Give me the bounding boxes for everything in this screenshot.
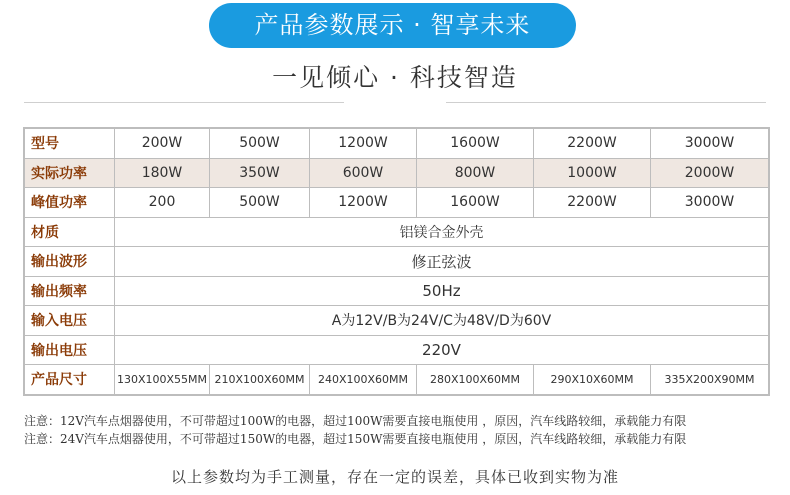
row-label: 材质 [25, 217, 115, 247]
table-cell: 200W [115, 129, 210, 159]
row-model [25, 129, 769, 159]
table-cell: 220V [115, 335, 769, 365]
row-waveform [25, 247, 769, 277]
row-frequency [25, 276, 769, 306]
table-cell: 修正弦波 [115, 247, 769, 277]
subtitle: 一见倾心 · 科技智造 [272, 63, 518, 92]
table-cell: 335X200X90MM [651, 365, 769, 395]
divider-left [24, 102, 344, 103]
table-cell: 500W [210, 188, 310, 218]
row-label: 峰值功率 [25, 188, 115, 218]
row-label: 输出电压 [25, 335, 115, 365]
table-cell: A为12V/B为24V/C为48V/D为60V [115, 306, 769, 336]
table-cell: 50Hz [115, 276, 769, 306]
table-cell: 1200W [310, 188, 417, 218]
table-cell: 200 [115, 188, 210, 218]
table-cell: 2000W [651, 158, 769, 188]
row-material [25, 217, 769, 247]
row-label: 输出波形 [25, 247, 115, 277]
divider-right [446, 102, 766, 103]
table-cell: 130X100X55MM [115, 365, 210, 395]
table-cell: 210X100X60MM [210, 365, 310, 395]
row-actual-power [25, 158, 769, 188]
row-label: 输出频率 [25, 276, 115, 306]
row-input-voltage [25, 306, 769, 336]
table-cell: 3000W [651, 188, 769, 218]
table-cell: 290X10X60MM [534, 365, 651, 395]
row-size [25, 365, 769, 395]
table-cell: 800W [417, 158, 534, 188]
table-cell: 1200W [310, 129, 417, 159]
note-12v: 注意：12V汽车点烟器使用，不可带超过100W的电器，超过100W需要直接电瓶使用 ，原因，汽车线路较细，承载能力有限 [24, 414, 687, 428]
table-cell: 500W [210, 129, 310, 159]
row-label: 输入电压 [25, 306, 115, 336]
note-24v: 注意：24V汽车点烟器使用，不可带超过150W的电器，超过150W需要直接电瓶使用 ，原因，汽车线路较细，承载能力有限 [24, 432, 687, 446]
table-cell: 1600W [417, 188, 534, 218]
row-label: 实际功率 [25, 158, 115, 188]
table-cell: 1600W [417, 129, 534, 159]
table-cell: 2200W [534, 188, 651, 218]
row-label: 产品尺寸 [25, 365, 115, 395]
table-cell: 180W [115, 158, 210, 188]
footer-disclaimer: 以上参数均为手工测量，存在一定的误差，具体已收到实物为准 [170, 468, 619, 486]
banner-title: 产品参数展示 · 智享未来 [209, 3, 576, 48]
table-cell: 铝镁合金外壳 [115, 217, 769, 247]
table-cell: 1000W [534, 158, 651, 188]
table-cell: 280X100X60MM [417, 365, 534, 395]
row-peak-power [25, 188, 769, 218]
table-cell: 350W [210, 158, 310, 188]
row-label: 型号 [25, 129, 115, 159]
table-cell: 2200W [534, 129, 651, 159]
spec-table [24, 128, 769, 395]
table-cell: 3000W [651, 129, 769, 159]
table-cell: 240X100X60MM [310, 365, 417, 395]
table-cell: 600W [310, 158, 417, 188]
row-output-voltage [25, 335, 769, 365]
